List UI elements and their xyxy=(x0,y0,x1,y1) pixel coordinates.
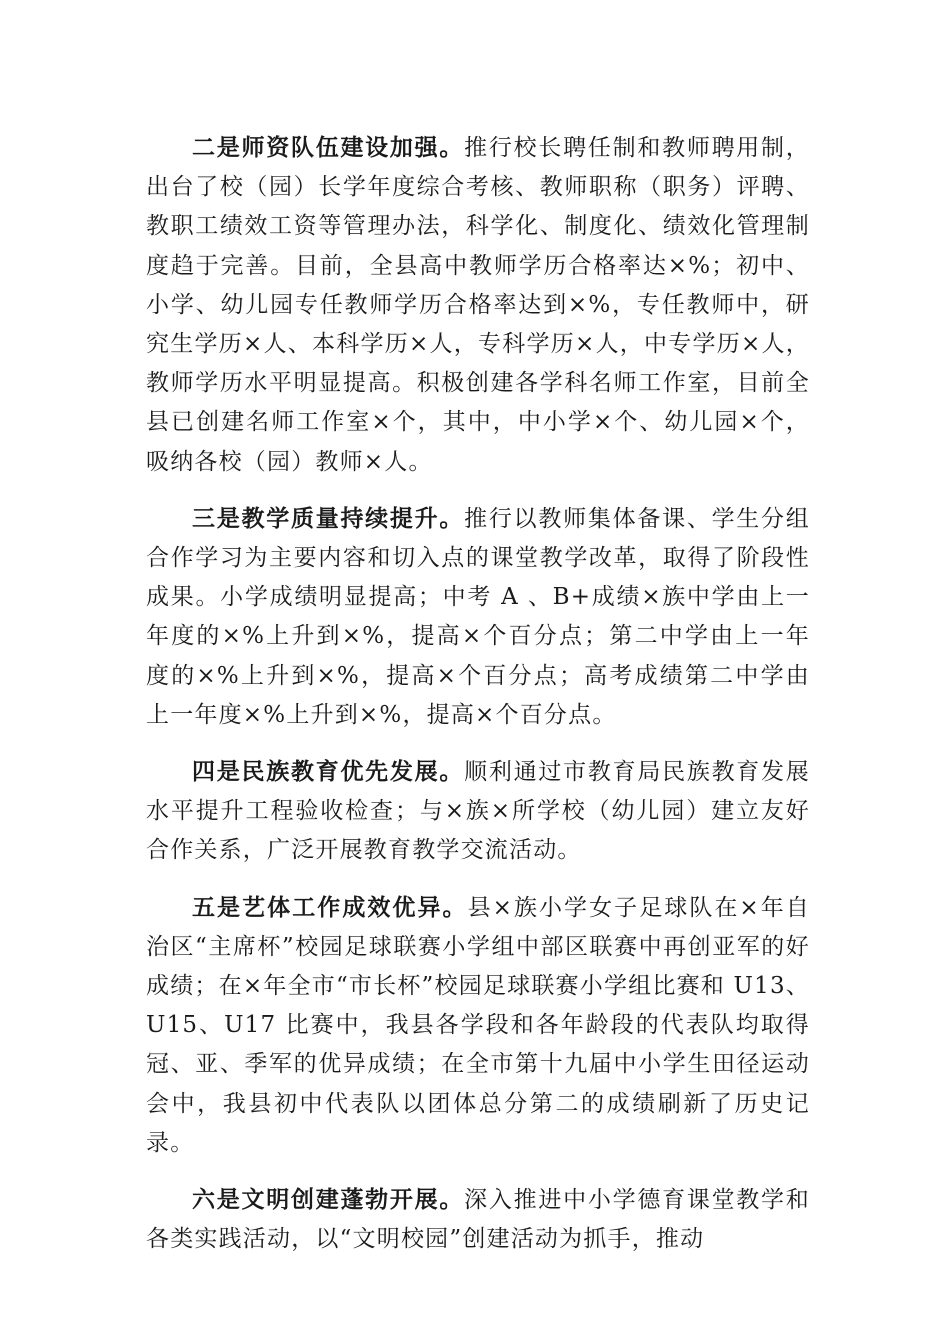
paragraph-body: 深入推进中小学德育课堂教学和各类实践活动，以“文明校园”创建活动为抓手，推动 xyxy=(146,1187,810,1253)
paragraph-teacher-team xyxy=(146,128,810,482)
paragraph-heading: 六是文明创建蓬勃开展。 xyxy=(192,1186,465,1214)
paragraph-heading: 五是艺体工作成效优异。 xyxy=(192,893,468,921)
paragraph-ethnic-education xyxy=(146,752,810,871)
paragraph-body: 县×族小学女子足球队在×年自治区“主席杯”校园足球联赛小学组中部区联赛中再创亚军的好成绩；在×年全市“市长杯”校园足球联赛小学组比赛和 U13、U15、U17 比赛中，我县各学段和各年龄段的代表队均取得冠、亚、季军的优异成绩；在全市第十九届中小学生田径运动会中，我县初中代表队以团体总分第二的成绩刷新了历史记录。 xyxy=(146,894,810,1156)
paragraph-heading: 二是师资队伍建设加强。 xyxy=(192,134,465,161)
paragraph-body: 顺利通过市教育局民族教育发展水平提升工程验收检查；与×族×所学校（幼儿园）建立友好合作关系，广泛开展教育教学交流活动。 xyxy=(146,759,810,864)
paragraph-body: 推行以教师集体备课、学生分组合作学习为主要内容和切入点的课堂教学改革，取得了阶段性成果。小学成绩明显提高；中考 A 、B+成绩×族中学由上一年度的×%上升到×%，提高×个百分点；第二中学由上一年度的×%上升到×%，提高×个百分点；高考成绩第二中学由上一年度×%上升到×%，提高×个百分点。 xyxy=(146,505,810,728)
paragraph-arts-sports xyxy=(146,888,810,1163)
paragraph-teaching-quality xyxy=(146,499,810,735)
document-page xyxy=(146,128,810,1276)
paragraph-heading: 三是教学质量持续提升。 xyxy=(192,504,465,532)
paragraph-civilization xyxy=(146,1180,810,1259)
paragraph-heading: 四是民族教育优先发展。 xyxy=(192,758,465,786)
paragraph-body: 推行校长聘任制和教师聘用制，出台了校（园）长学年度综合考核、教师职称（职务）评聘、教职工绩效工资等管理办法，科学化、制度化、绩效化管理制度趋于完善。目前，全县高中教师学历合格率达×%；初中、小学、幼儿园专任教师学历合格率达到×%，专任教师中，研究生学历×人、本科学历×人，专科学历×人，中专学历×人，教师学历水平明显提高。积极创建各学科名师工作室，目前全县已创建名师工作室×个，其中，中小学×个、幼儿园×个，吸纳各校（园）教师×人。 xyxy=(146,135,810,475)
